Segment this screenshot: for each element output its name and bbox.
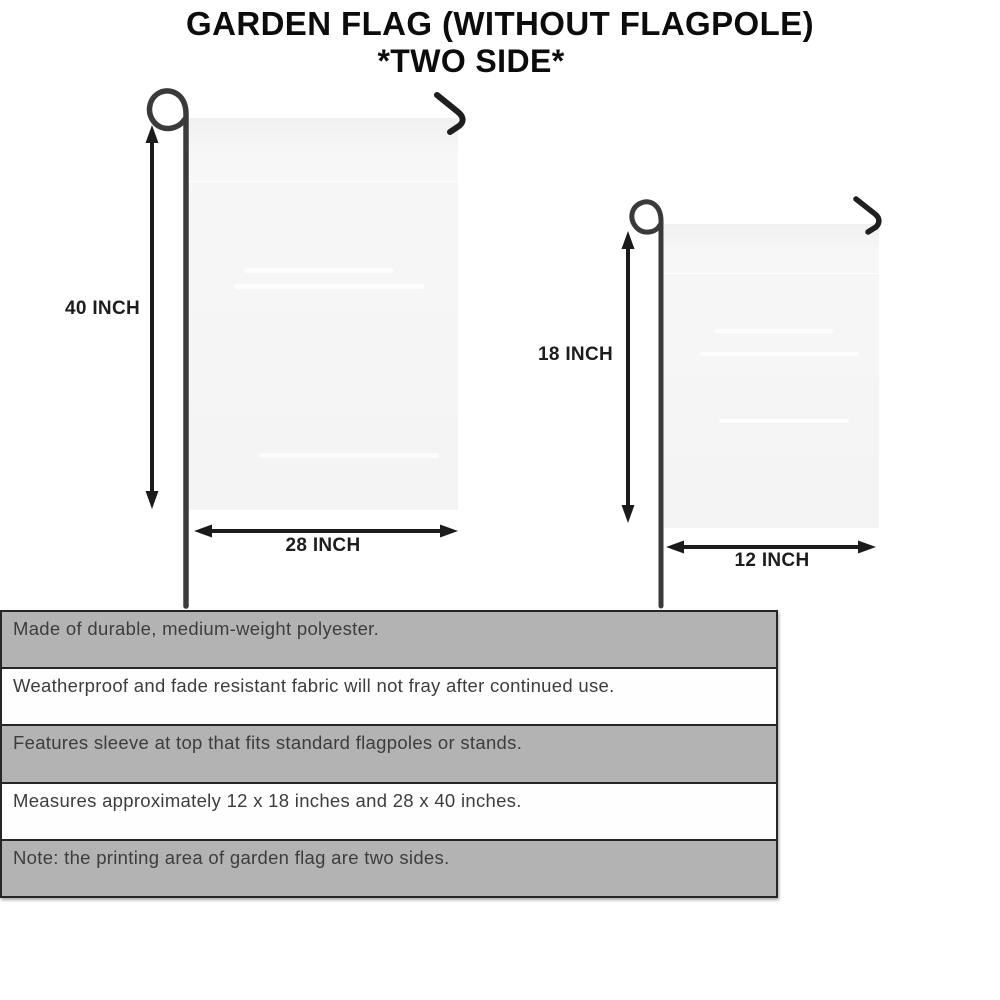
small-flag-width-label: 12 INCH <box>734 550 810 571</box>
flagpole-icon <box>150 91 186 606</box>
feature-table <box>0 610 778 898</box>
feature-row: Note: the printing area of garden flag are two sides. <box>2 841 776 896</box>
hook-icon <box>437 95 463 132</box>
hook-icon <box>856 199 879 232</box>
large-flag-width-label: 28 INCH <box>285 535 361 556</box>
feature-row: Weatherproof and fade resistant fabric will not fray after continued use. <box>2 669 776 726</box>
feature-row: Features sleeve at top that fits standard flagpoles or stands. <box>2 726 776 783</box>
measure-arrow-icon <box>146 125 159 509</box>
feature-row: Made of durable, medium-weight polyester. <box>2 612 776 669</box>
title-line-2: *TWO SIDE* <box>377 43 565 79</box>
feature-row: Measures approximately 12 x 18 inches and 28 x 40 inches. <box>2 784 776 841</box>
small-flag-height-label: 18 INCH <box>538 344 613 365</box>
flagpole-icon <box>632 202 661 606</box>
title-line-1: GARDEN FLAG (WITHOUT FLAGPOLE) <box>186 5 814 42</box>
large-flag-height-label: 40 INCH <box>65 298 140 319</box>
measure-arrow-icon <box>622 231 635 523</box>
